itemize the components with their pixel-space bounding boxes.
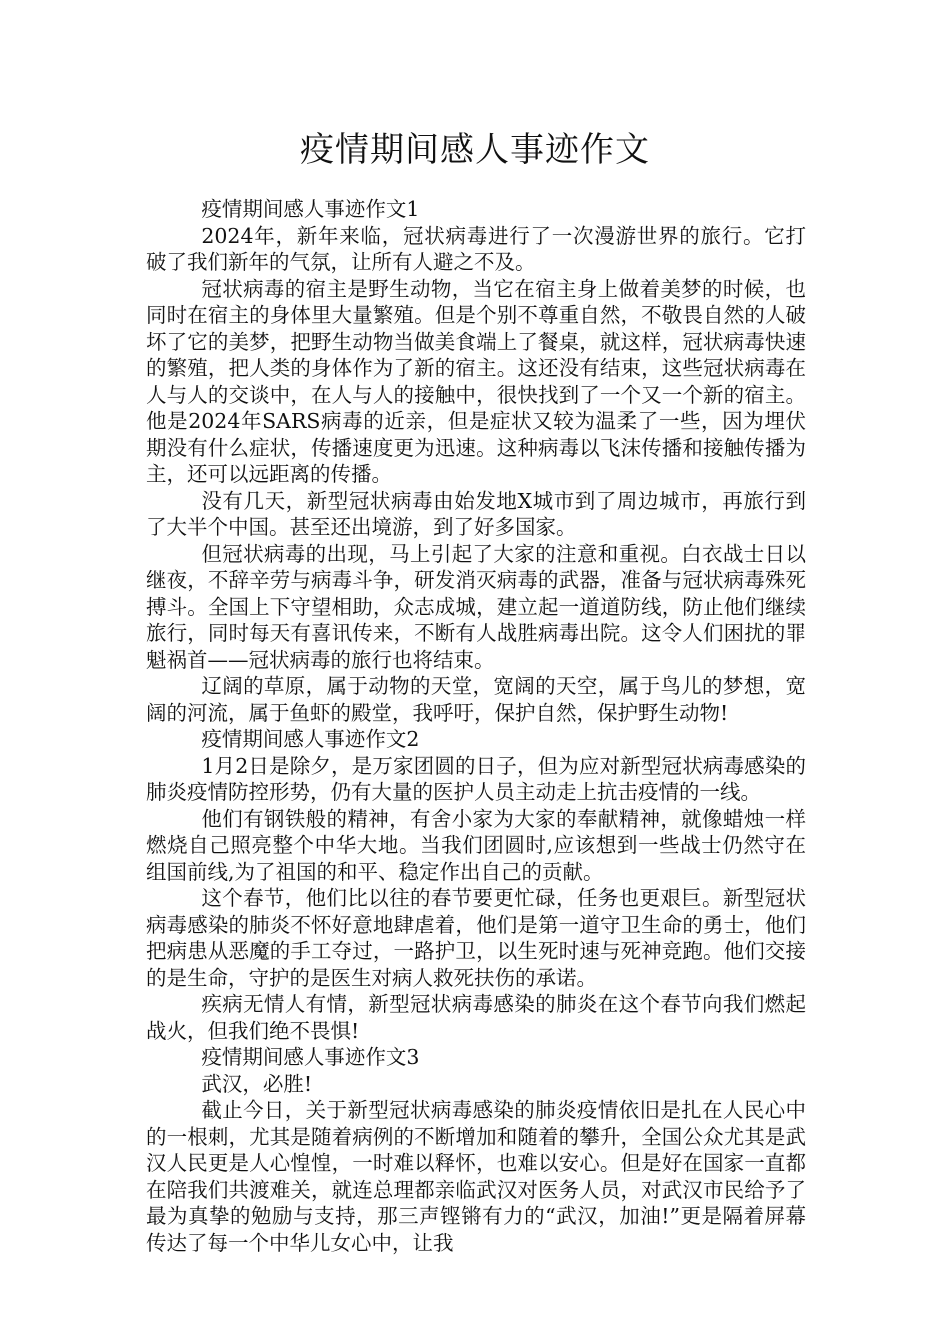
paragraph: 没有几天，新型冠状病毒由始发地X城市到了周边城市，再旅行到了大半个中国。甚至还出境游，到了好多国家。 bbox=[146, 488, 806, 539]
essay-1-heading: 疫情期间感人事迹作文1 bbox=[201, 197, 420, 221]
paragraph: 他们有钢铁般的精神，有舍小家为大家的奉献精神，就像蜡烛一样燃烧自己照亮整个中华大地。当我们团圆时,应该想到一些战士仍然守在组国前线,为了祖国的和平、稳定作出自己的贡献。 bbox=[146, 806, 806, 884]
document-body bbox=[146, 196, 806, 1256]
essay-3-heading: 疫情期间感人事迹作文3 bbox=[201, 1045, 420, 1069]
paragraph: 武汉，必胜! bbox=[201, 1071, 313, 1096]
paragraph: 辽阔的草原，属于动物的天堂，宽阔的天空，属于鸟儿的梦想，宽阔的河流，属于鱼虾的殿堂，我呼吁，保护自然，保护野生动物! bbox=[146, 674, 806, 725]
paragraph: 冠状病毒的宿主是野生动物，当它在宿主身上做着美梦的时候，也同时在宿主的身体里大量繁殖。但是个别不尊重自然，不敬畏自然的人破坏了它的美梦，把野生动物当做美食端上了餐桌，就这样，冠状病毒快速的繁殖，把人类的身体作为了新的宿主。这还没有结束，这些冠状病毒在人与人的交谈中，在人与人的接触中，很快找到了一个又一个新的宿主。他是2024年SARS病毒的近亲，但是症状又较为温柔了一些，因为埋伏期没有什么症状，传播速度更为迅速。这种病毒以飞沫传播和接触传播为主，还可以远距离的传播。 bbox=[146, 276, 806, 486]
paragraph: 疾病无情人有情，新型冠状病毒感染的肺炎在这个春节向我们燃起战火，但我们绝不畏惧! bbox=[146, 992, 806, 1043]
paragraph: 2024年，新年来临，冠状病毒进行了一次漫游世界的旅行。它打破了我们新年的气氛，让所有人避之不及。 bbox=[146, 223, 806, 274]
paragraph: 1月2日是除夕，是万家团圆的日子，但为应对新型冠状病毒感染的肺炎疫情防控形势，仍有大量的医护人员主动走上抗击疫情的一线。 bbox=[146, 753, 806, 804]
paragraph: 截止今日，关于新型冠状病毒感染的肺炎疫情依旧是扎在人民心中的一根刺，尤其是随着病例的不断增加和随着的攀升，全国公众尤其是武汉人民更是人心惶惶，一时难以释怀，也难以安心。但是好在国家一直都在陪我们共渡难关，就连总理都亲临武汉对医务人员，对武汉市民给予了最为真挚的勉励与支持，那三声铿锵有力的“武汉，加油!”更是隔着屏幕传达了每一个中华儿女心中，让我 bbox=[146, 1098, 806, 1255]
essay-2-heading: 疫情期间感人事迹作文2 bbox=[201, 727, 420, 751]
document-title: 疫情期间感人事迹作文 bbox=[300, 130, 650, 170]
paragraph: 但冠状病毒的出现，马上引起了大家的注意和重视。白衣战士日以继夜，不辞辛劳与病毒斗争，研发消灭病毒的武器，准备与冠状病毒殊死搏斗。全国上下守望相助，众志成城，建立起一道道防线，防止他们继续旅行，同时每天有喜讯传来，不断有人战胜病毒出院。这令人们困扰的罪魁祸首——冠状病毒的旅行也将结束。 bbox=[146, 541, 806, 672]
paragraph: 这个春节，他们比以往的春节要更忙碌，任务也更艰巨。新型冠状病毒感染的肺炎不怀好意地肆虐着，他们是第一道守卫生命的勇士，他们把病患从恶魔的手工夺过，一路护卫，以生死时速与死神竞跑。他们交接的是生命，守护的是医生对病人救死扶伤的承诺。 bbox=[146, 886, 806, 990]
